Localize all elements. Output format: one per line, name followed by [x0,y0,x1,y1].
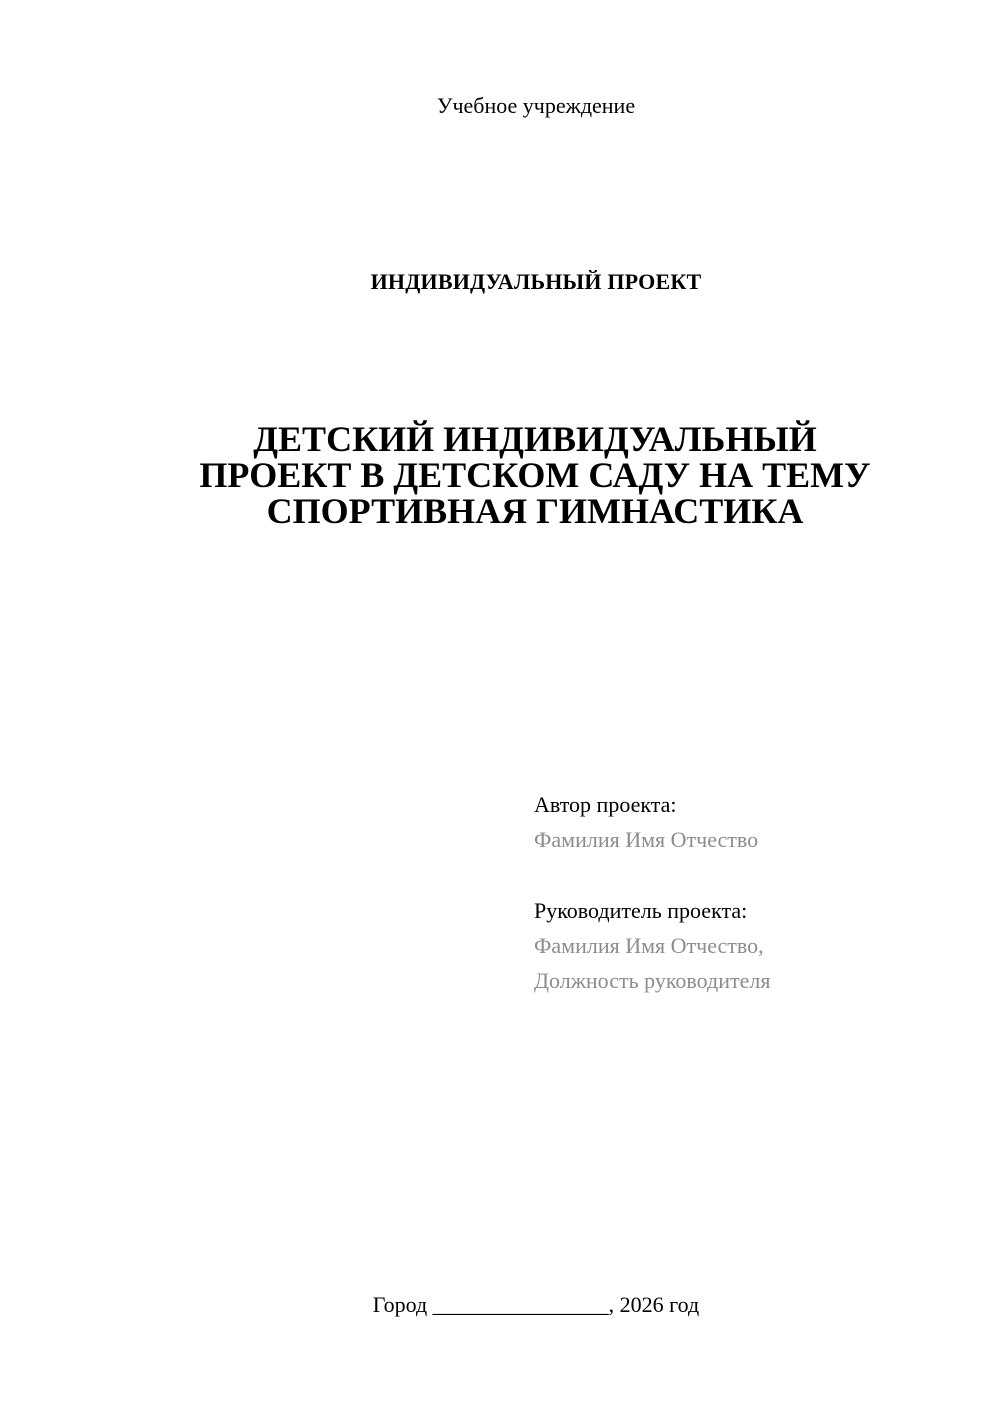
supervisor-position: Должность руководителя [534,968,771,993]
institution-name: Учебное учреждение [436,93,636,118]
project-title [134,421,936,529]
title-line: СПОРТИВНАЯ ГИМНАСТИКА [266,491,804,531]
supervisor-name: Фамилия Имя Отчество, [534,933,764,958]
author-name: Фамилия Имя Отчество [534,827,759,852]
project-info-block [534,787,974,998]
city-year-line: Город ________________, 2026 год [372,1292,700,1317]
author-label: Автор проекта: [534,792,677,817]
title-line: ПРОЕКТ В ДЕТСКОМ САДУ НА ТЕМУ [199,455,871,495]
title-line: ДЕТСКИЙ ИНДИВИДУАЛЬНЫЙ [253,419,817,459]
document-type: ИНДИВИДУАЛЬНЫЙ ПРОЕКТ [370,269,702,294]
supervisor-label: Руководитель проекта: [534,898,748,923]
spacer [534,857,974,893]
